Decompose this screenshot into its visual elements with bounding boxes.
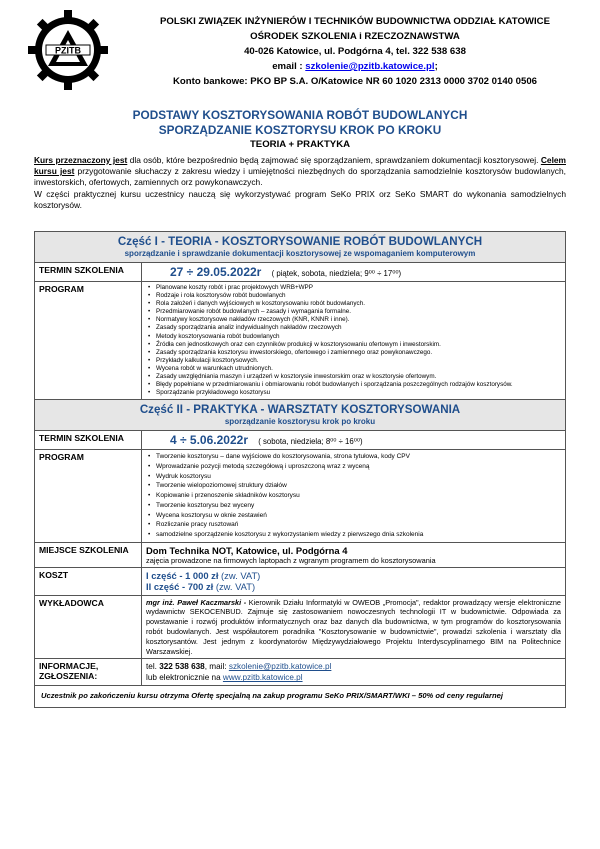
- lecturer-name: mgr inż. Paweł Kaczmarski -: [146, 597, 247, 607]
- part2-term-note: ( sobota, niedziela; 8⁰⁰ ÷ 16⁰⁰): [258, 437, 363, 447]
- bank-account: Konto bankowe: PKO BP S.A. O/Katowice NR 60 1020 2313 0000 3702 0140 0506: [172, 76, 538, 87]
- program-item: • Zasady sporządzania kosztorysu inwestorskiego, ofertowego i zamiennego oraz powykonawczego.: [156, 349, 561, 357]
- intro-goal-text: przygotowanie słuchaczy z zakresu wiedzy i umiejętności niezbędnych do sporządzania samodzielnie kosztorysów budowlanych, inwestorskich, ofertowych, zamiennych orz powykonawczych.: [34, 166, 566, 188]
- part2-program-cell: [142, 450, 566, 542]
- info-contact-line: [146, 661, 561, 672]
- intro-lead-audience: Kurs przeznaczony jest: [34, 155, 128, 165]
- part1-program-label: PROGRAM: [35, 282, 142, 400]
- part1-program-list: [146, 284, 561, 397]
- part2-term-date: 4 ÷ 5.06.2022r: [170, 433, 248, 448]
- lecturer-label: WYKŁADOWCA: [35, 595, 142, 659]
- course-titles: [0, 108, 600, 151]
- part1-term-label: TERMIN SZKOLENIA: [35, 263, 142, 282]
- program-item: • samodzielne sporządzenie kosztorysu z wykorzystaniem wiedzy z pierwszego dnia szkolenia: [156, 530, 561, 540]
- part1-subtitle: sporządzanie i sprawdzanie dokumentacji kosztorysowej ze wspomaganiem komputerowym: [124, 249, 476, 258]
- program-item: • Tworzenie kosztorysu – dane wyjściowe do kosztorysowania, strona tytułowa, kody CPV: [156, 452, 561, 462]
- part1-program-cell: [142, 282, 566, 400]
- cost-part2-vat: (zw. VAT): [213, 581, 256, 593]
- program-item: • Wprowadzanie pozycji metodą szczegółową i uproszczoną wraz z wyceną: [156, 462, 561, 472]
- program-item: • Błędy popełniane w przedmiarowaniu i obmiarowaniu robót budowlanych i sporządzania poszczególnych rodzajów kosztorysów.: [156, 381, 561, 389]
- part1-header: [35, 232, 566, 263]
- part1-term-date: 27 ÷ 29.05.2022r: [170, 265, 262, 279]
- contact-email-link[interactable]: szkolenie@pzitb.katowice.pl: [228, 662, 332, 672]
- org-unit: OŚRODEK SZKOLENIA i RZECZOZNAWSTWA: [250, 31, 460, 42]
- program-item: • Wycena robót w warunkach utrudnionych.: [156, 365, 561, 373]
- program-item: • Tworzenie kosztorysu bez wyceny: [156, 501, 561, 511]
- part1-title: Część I - TEORIA - KOSZTORYSOWANIE ROBÓT BUDOWLANYCH: [117, 235, 483, 248]
- org-email-link[interactable]: szkolenie@pzitb.katowice.pl: [305, 61, 435, 72]
- part2-program-label: PROGRAM: [35, 450, 142, 542]
- intro-audience-text: dla osób, które bezpośrednio będą zajmować się sporządzaniem, sprawdzaniem dokumentacji kosztorysowej.: [127, 155, 541, 165]
- letterhead: [0, 0, 600, 100]
- lecturer-cell: [142, 595, 566, 659]
- organization-info: [120, 14, 590, 89]
- part2-header: [35, 400, 566, 431]
- part1-term-cell: [142, 263, 566, 282]
- part2-program-list: [146, 452, 561, 539]
- part1-term-note: ( piątek, sobota, niedziela; 9⁰⁰ ÷ 17⁰⁰): [271, 269, 402, 278]
- pzitb-gear-logo-icon: [26, 8, 110, 92]
- program-item: • Rodzaje i rola kosztorysów robót budowlanych: [156, 292, 561, 300]
- svg-text:PZITB: PZITB: [55, 45, 81, 56]
- cost-part1: [146, 570, 561, 582]
- program-item: • Wycena kosztorysu w oknie zestawień: [156, 511, 561, 521]
- course-intro: [34, 155, 566, 211]
- info-cell: [142, 659, 566, 686]
- course-type: TEORIA + PRAKTYKA: [249, 139, 351, 150]
- email-suffix: ;: [434, 61, 438, 72]
- program-item: • Zasady uwzględniania maszyn i urządzeń w kosztorysie inwestorskim oraz w kosztorysie ofertowym.: [156, 373, 561, 381]
- course-details-table: [34, 231, 566, 708]
- program-item: • Rozliczanie pracy rusztowań: [156, 520, 561, 530]
- info-label-line2: ZGŁOSZENIA:: [39, 671, 98, 682]
- cost-part2: [146, 581, 561, 593]
- program-item: • Tworzenie wielopoziomowej struktury działów: [156, 481, 561, 491]
- org-email-line: [120, 59, 590, 74]
- cost-label: KOSZT: [35, 567, 142, 595]
- program-item: • Wydruk kosztorysu: [156, 472, 561, 482]
- part2-term-label: TERMIN SZKOLENIA: [35, 431, 142, 450]
- cost-part2-price: 700 zł: [185, 581, 214, 593]
- org-name: POLSKI ZWIĄZEK INŻYNIERÓW I TECHNIKÓW BUDOWNICTWA ODDZIAŁ KATOWICE: [160, 16, 550, 27]
- program-item: • Przykłady kalkulacji kosztorysowych.: [156, 357, 561, 365]
- cost-part2-label: II część -: [146, 581, 186, 593]
- program-item: • Metody kosztorysowania robót budowlanych: [156, 333, 561, 341]
- mail-prefix: , mail:: [204, 662, 229, 672]
- lecturer-bio: Kierownik Działu Informatyki w OWEOB „Promocja", redaktor prowadzący wersje elektroniczne wydawnictw SEKOCENBUD. Zajmuje się zastosowaniem nowoczesnych technologii IT w budownictwie. Odpowiada za powstawanie i rozwój produktów informatycznych oraz baz danych dla budownictwa, w tym programów do kosztorysowania robót budowlanych. Jest współautorem poradnika "Kosztorysowanie w budownictwie", prowadzi szkolenia i warsztaty dla kosztorysantów. Jest jednym z koordynatorów Międzywydziałowego Projektu Interdyscyplinarnego BIM na Politechnice Warszawskiej.: [146, 597, 561, 656]
- program-item: • Źródła cen jednostkowych oraz cen czynników produkcji w kosztorysowaniu ofertowym i inwestorskim.: [156, 341, 561, 349]
- contact-phone: 322 538 638: [159, 662, 205, 672]
- cost-cell: [142, 567, 566, 595]
- place-label: MIEJSCE SZKOLENIA: [35, 542, 142, 567]
- intro-practice-text: W części praktycznej kursu uczestnicy nauczą się wykorzystywać program SeKo PRIX orz SeKo SMART do wykonania samodzielnych kosztorysów.: [34, 188, 566, 210]
- website-link[interactable]: www.pzitb.katowice.pl: [222, 673, 303, 683]
- part2-title: Część II - PRAKTYKA - WARSZTATY KOSZTORYSOWANIA: [139, 403, 461, 417]
- web-prefix: lub elektronicznie na: [146, 673, 223, 683]
- tel-prefix: tel.: [146, 662, 160, 672]
- program-item: • Normatywy kosztorysowe nakładów rzeczowych (KNR, KNNR i inne).: [156, 316, 561, 324]
- cost-part1-label: I część -: [146, 569, 183, 581]
- program-item: • Przedmiarowanie robót budowlanych – zasady i wymagania formalne.: [156, 308, 561, 316]
- place-cell: [142, 542, 566, 567]
- course-subtitle: SPORZĄDZANIE KOSZTORYSU KROK PO KROKU: [158, 123, 442, 137]
- info-web-line: [146, 672, 561, 683]
- info-label-line1: INFORMACJE,: [39, 661, 99, 672]
- info-label: [35, 659, 142, 686]
- part2-subtitle: sporządzanie kosztorysu krok po kroku: [224, 417, 376, 427]
- cost-part1-vat: (zw. VAT): [218, 569, 261, 581]
- special-offer-note: Uczestnik po zakończeniu kursu otrzyma Ofertę specjalną na zakup programu SeKo PRIX/SMART/WKI – 50% od ceny regularnej: [35, 686, 566, 708]
- intro-lead-goal: Celem kursu jest: [34, 155, 566, 177]
- course-title: PODSTAWY KOSZTORYSOWANIA ROBÓT BUDOWLANYCH: [132, 108, 468, 122]
- program-item: • Kopiowanie i przenoszenie składników kosztorysu: [156, 491, 561, 501]
- cost-part1-price: 1 000 zł: [182, 569, 219, 581]
- org-address: 40-026 Katowice, ul. Podgórna 4, tel. 322 538 638: [244, 46, 466, 57]
- program-item: • Rola założeń i danych wyjściowych w kosztorysowaniu robót budowlanych.: [156, 300, 561, 308]
- place-main: Dom Technika NOT, Katowice, ul. Podgórna 4: [146, 544, 348, 556]
- place-sub: zajęcia prowadzone na firmowych laptopach z wgranym programem do kosztorysowania: [146, 555, 436, 565]
- program-item: • Sporządzanie przykładowego kosztorysu: [156, 389, 561, 397]
- program-item: • Zasady sporządzania analiz indywidualnych nakładów rzeczowych: [156, 324, 561, 332]
- program-item: • Planowane koszty robót i prac projektowych WRB+WPP: [156, 284, 561, 292]
- email-label: email :: [272, 61, 303, 72]
- part2-term-cell: [142, 431, 566, 450]
